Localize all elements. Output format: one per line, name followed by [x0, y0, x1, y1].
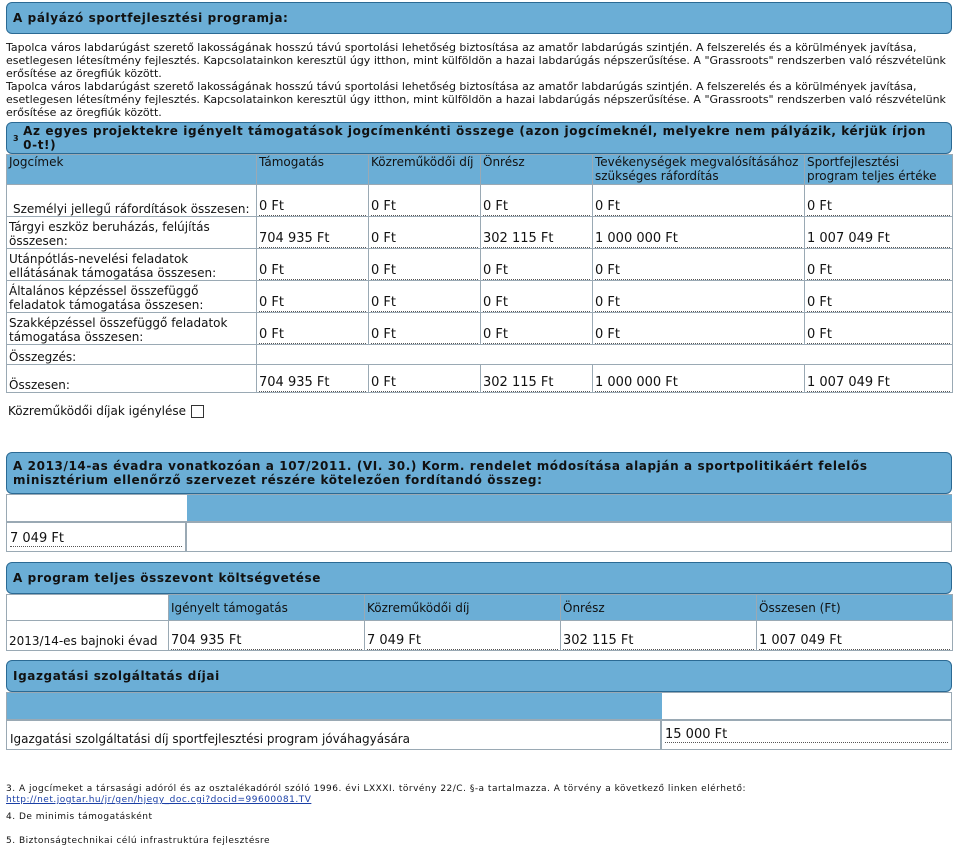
- amount-field[interactable]: 0 Ft: [805, 281, 953, 313]
- row-label: Szakképzéssel összefüggő feladatok támogatása összesen:: [7, 313, 257, 345]
- table-row: [7, 313, 953, 345]
- mandatory-amount-value[interactable]: 7 049 Ft: [10, 531, 182, 547]
- amount-field[interactable]: 7 049 Ft: [365, 621, 561, 651]
- total-value: 1 007 049 Ft: [805, 365, 953, 393]
- total-value: 302 115 Ft: [481, 365, 593, 393]
- amount-field[interactable]: 0 Ft: [369, 185, 481, 217]
- row-label: Utánpótlás-nevelési feladatok ellátásának támogatása összesen:: [7, 249, 257, 281]
- amount-field[interactable]: 0 Ft: [481, 281, 593, 313]
- total-value: 704 935 Ft: [257, 365, 369, 393]
- amount-field[interactable]: 0 Ft: [481, 249, 593, 281]
- amount-field[interactable]: 0 Ft: [805, 249, 953, 281]
- budget-header: [7, 595, 953, 621]
- intermediary-fee-checkbox-row: [8, 404, 204, 418]
- total-row: [7, 365, 953, 393]
- table-row: [7, 249, 953, 281]
- amount-field[interactable]: 0 Ft: [593, 281, 805, 313]
- amount-field[interactable]: 0 Ft: [805, 313, 953, 345]
- table-row: [7, 621, 953, 651]
- section-header-sport-program: A pályázó sportfejlesztési programja:: [6, 2, 952, 34]
- amount-field[interactable]: 0 Ft: [369, 313, 481, 345]
- footnote-5: 5. Biztonságtechnikai célú infrastruktúra fejlesztésre: [6, 836, 271, 846]
- budget-table: [6, 594, 953, 651]
- admin-fee-label: Igazgatási szolgáltatási díj sportfejlesztési program jóváhagyására: [10, 732, 411, 746]
- amount-field[interactable]: 0 Ft: [481, 185, 593, 217]
- admin-fee-value-cell: [661, 720, 952, 750]
- amount-field[interactable]: 0 Ft: [257, 249, 369, 281]
- amount-field[interactable]: 1 007 049 Ft: [757, 621, 953, 651]
- checkbox-label: Közreműködői díjak igénylése: [8, 404, 187, 418]
- row-label: Tárgyi eszköz beruházás, felújítás összesen:: [7, 217, 257, 249]
- summary-row: [7, 345, 953, 365]
- col-header-intermediary-fee: Közreműködői díj: [369, 155, 481, 185]
- program-description-2: Tapolca város labdarúgást szerető lakosságának hosszú távú sportolási lehetőség biztosítása az amatőr labdarúgás szintjén. A felszerelés és a körülmények javítása, esetlegesen létesítmény fejlesztés. Kapcsolatainkon keresztül úgy itthon, mint külföldön a hazai labdarúgás népszerűsítése. A "Grassroots" rendszerben való részvételünk erősítése az öregfiúk között.: [6, 80, 946, 119]
- footnote-3: [6, 784, 906, 806]
- row-label: Személyi jellegű ráfordítások összesen:: [7, 185, 257, 217]
- col-header-requested: Igényelt támogatás: [169, 595, 365, 621]
- mandatory-amount-cell: [6, 522, 186, 552]
- amount-field[interactable]: 1 007 049 Ft: [805, 217, 953, 249]
- table-row: [7, 217, 953, 249]
- row-label: Általános képzéssel összefüggő feladatok támogatása összesen:: [7, 281, 257, 313]
- section-header-grant-amounts: [6, 122, 952, 154]
- amount-field[interactable]: 0 Ft: [481, 313, 593, 345]
- total-value: 0 Ft: [369, 365, 481, 393]
- table-row: [7, 185, 953, 217]
- grant-table-header: [7, 155, 953, 185]
- amount-field[interactable]: 302 115 Ft: [481, 217, 593, 249]
- amount-field[interactable]: 0 Ft: [257, 313, 369, 345]
- amount-field[interactable]: 0 Ft: [593, 313, 805, 345]
- amount-field[interactable]: 0 Ft: [593, 185, 805, 217]
- legal-link[interactable]: http://net.jogtar.hu/jr/gen/hjegy_doc.cgi?docid=99600081.TV: [6, 795, 312, 805]
- col-header-own-contribution: Önrész: [481, 155, 593, 185]
- amount-field[interactable]: 0 Ft: [369, 249, 481, 281]
- col-header-activity-cost: Tevékenységek megvalósításához szükséges ráfordítás: [593, 155, 805, 185]
- mandatory-amount-spacer: [6, 494, 952, 522]
- grant-table: [6, 154, 953, 393]
- col-header-support: Támogatás: [257, 155, 369, 185]
- section-header-budget: A program teljes összevont költségvetése: [6, 562, 952, 594]
- section-title: Az egyes projektekre igényelt támogatások jogcímenkénti összege (azon jogcímeknél, melyekre nem pályázik, kérjük írjon 0-t!): [23, 124, 926, 152]
- col-header-sum: Összesen (Ft): [757, 595, 953, 621]
- amount-field[interactable]: 704 935 Ft: [169, 621, 365, 651]
- col-header-fee: Közreműködői díj: [365, 595, 561, 621]
- amount-field[interactable]: 0 Ft: [593, 249, 805, 281]
- admin-fee-label-cell: [6, 720, 661, 750]
- program-description-1: Tapolca város labdarúgást szerető lakosságának hosszú távú sportolási lehetőség biztosítása az amatőr labdarúgás szintjén. A felszerelés és a körülmények javítása, esetlegesen létesítmény fejlesztés. Kapcsolatainkon keresztül úgy itthon, mint külföldön a hazai labdarúgás népszerűsítése. A "Grassroots" rendszerben való részvételünk erősítése az öregfiúk között.: [6, 41, 946, 80]
- amount-field[interactable]: 1 000 000 Ft: [593, 217, 805, 249]
- total-value: 1 000 000 Ft: [593, 365, 805, 393]
- empty-cell: [186, 522, 952, 552]
- empty-cell: [7, 595, 169, 621]
- footnote-4: 4. De minimis támogatásként: [6, 812, 153, 822]
- amount-field[interactable]: 0 Ft: [369, 217, 481, 249]
- amount-field[interactable]: 0 Ft: [805, 185, 953, 217]
- amount-field[interactable]: 0 Ft: [257, 281, 369, 313]
- row-label: 2013/14-es bajnoki évad: [7, 621, 169, 651]
- amount-field[interactable]: 0 Ft: [369, 281, 481, 313]
- section-header-admin-fees: Igazgatási szolgáltatás díjai: [6, 660, 952, 692]
- footnote-3-text: 3. A jogcímeket a társasági adóról és az osztalékadóról szóló 1996. évi LXXXI. törvény 22/C. §-a tartalmazza. A törvény a következő linken elérhető:: [6, 784, 747, 794]
- footnote-ref-3: 3: [13, 133, 20, 143]
- amount-field[interactable]: 0 Ft: [257, 185, 369, 217]
- summary-label: Összegzés:: [7, 345, 257, 365]
- admin-fee-spacer: [6, 692, 952, 720]
- col-header-program-total: Sportfejlesztési program teljes értéke: [805, 155, 953, 185]
- amount-field[interactable]: 704 935 Ft: [257, 217, 369, 249]
- col-header-own: Önrész: [561, 595, 757, 621]
- intermediary-fee-checkbox[interactable]: [191, 405, 204, 418]
- total-label: Összesen:: [7, 365, 257, 393]
- admin-fee-value[interactable]: 15 000 Ft: [665, 727, 948, 743]
- amount-field[interactable]: 302 115 Ft: [561, 621, 757, 651]
- section-header-mandatory-amount: A 2013/14-as évadra vonatkozóan a 107/2011. (VI. 30.) Korm. rendelet módosítása alapján a sportpolitikáért felelős minisztérium ellenőrző szervezet részére kötelezően fordítandó összeg:: [6, 452, 952, 494]
- col-header-legal-title: Jogcímek: [7, 155, 257, 185]
- table-row: [7, 281, 953, 313]
